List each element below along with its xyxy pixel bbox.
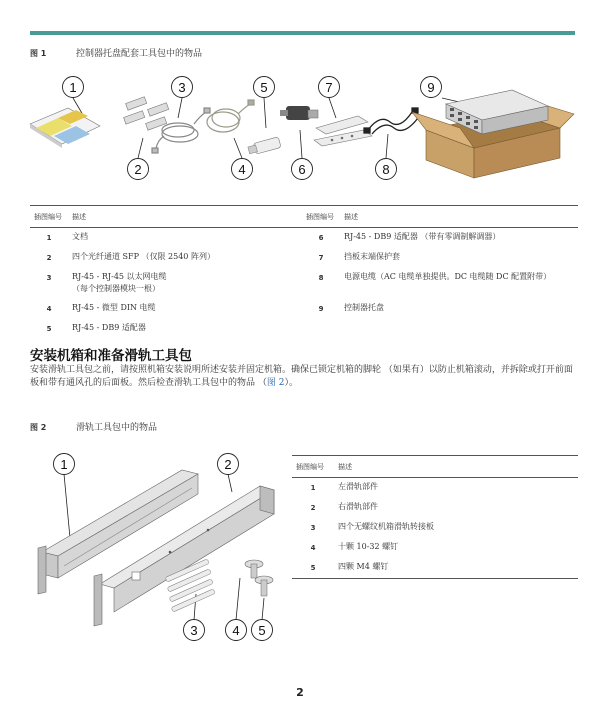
- row-number: 6: [318, 234, 324, 242]
- table-row: [30, 248, 578, 268]
- callout-4: 4: [232, 623, 240, 638]
- callout-6: 6: [298, 162, 306, 177]
- row-number: 9: [318, 305, 324, 313]
- row-number: 2: [46, 254, 52, 262]
- callout-7: 7: [325, 80, 333, 95]
- figure-1-table: [30, 205, 578, 339]
- figure-1-title: 控制器托盘配套工具包中的物品: [76, 49, 203, 59]
- db9-null-modem-adapter-icon: [280, 106, 318, 120]
- bezel-end-caps-icon: [314, 116, 372, 146]
- callout-9: 9: [427, 80, 435, 95]
- row-number: 7: [318, 254, 324, 262]
- col-description-header: 描述: [334, 456, 578, 478]
- table-row: [292, 498, 578, 518]
- row-number: 8: [318, 274, 324, 282]
- table-row: [292, 558, 578, 579]
- power-cords-icon: [364, 108, 418, 134]
- row-number: 1: [46, 234, 52, 242]
- figure-2-illustration: [28, 448, 290, 648]
- figure-1-label: 图 1: [30, 49, 47, 58]
- callout-2: 2: [224, 457, 232, 472]
- callout-5: 5: [260, 80, 268, 95]
- figure-2-table: [292, 455, 578, 579]
- callout-1: 1: [60, 457, 68, 472]
- row-description: 电源电缆（AC 电缆单独提供。DC 电缆随 DC 配置附带）: [344, 272, 552, 281]
- row-number: 3: [46, 274, 52, 282]
- callout-2: 2: [134, 162, 142, 177]
- callout-1: 1: [69, 80, 77, 95]
- documents-icon: [30, 108, 100, 148]
- col-description-header: 描述: [68, 206, 302, 228]
- table-row: [30, 228, 578, 249]
- col-callout-header: 插图编号: [302, 206, 340, 228]
- section-heading: 安装机箱和准备滑轨工具包: [30, 348, 192, 364]
- callout-3: 3: [190, 623, 198, 638]
- controller-tray-box-icon: [412, 90, 574, 178]
- table-row: [292, 538, 578, 558]
- col-callout-header: 插图编号: [30, 206, 68, 228]
- micro-din-cable-icon: [207, 100, 254, 132]
- figure-2-link[interactable]: 图 2: [266, 378, 285, 388]
- callout-8: 8: [382, 162, 390, 177]
- header-rule: [30, 31, 575, 35]
- row-description: [340, 319, 578, 339]
- db9-adapter-icon: [248, 137, 281, 154]
- row-description: 左滑轨部件: [338, 482, 378, 491]
- callout-5: 5: [258, 623, 266, 638]
- figure-2-label: 图 2: [30, 423, 47, 432]
- figure-2-title: 滑轨工具包中的物品: [76, 423, 158, 433]
- ethernet-cable-icon: [152, 108, 210, 153]
- row-number: 5: [310, 564, 316, 572]
- callout-4: 4: [238, 162, 246, 177]
- body-text: 安装滑轨工具包之前，请按照机箱安装说明所述安装并固定机箱。确保已锁定机箱的脚轮 （如果有）以防止机箱滚动，并拆除或打开前面板和带有通风孔的后面板。然后检查滑轨工具包中的物品 （: [30, 365, 573, 388]
- row-number: 2: [310, 504, 316, 512]
- row-description: 四个光纤通道 SFP （仅限 2540 阵列）: [72, 252, 215, 261]
- table-row: [292, 478, 578, 499]
- screws-m4-icon: [255, 576, 273, 596]
- section-body: [30, 364, 578, 390]
- sfp-modules-icon: [124, 97, 169, 130]
- row-number: 1: [310, 484, 316, 492]
- row-description: 十颗 10-32 螺钉: [338, 542, 399, 551]
- row-description: 右滑轨部件: [338, 502, 378, 511]
- body-text-end: ）。: [284, 378, 298, 388]
- row-number: 4: [46, 305, 52, 313]
- table-row: [30, 319, 578, 339]
- row-description: 挡板末端保护套: [344, 252, 400, 261]
- row-description: RJ-45 - RJ-45 以太网电缆 （每个控制器模块一根）: [72, 272, 167, 293]
- table-row: [30, 299, 578, 319]
- row-description: RJ-45 - DB9 适配器: [72, 323, 146, 332]
- row-description: 控制器托盘: [344, 303, 384, 312]
- page-number: 2: [296, 686, 304, 699]
- table-row: [30, 268, 578, 299]
- row-description: 文档: [72, 232, 88, 241]
- figure-1-illustration: [28, 70, 578, 190]
- screws-10-32-icon: [245, 560, 263, 578]
- row-number: [302, 319, 340, 339]
- row-number: 5: [46, 325, 52, 333]
- callout-3: 3: [178, 80, 186, 95]
- col-callout-header: 插图编号: [292, 456, 334, 478]
- row-number: 4: [310, 544, 316, 552]
- row-description: RJ-45 - DB9 适配器 （带有零调制解调器）: [344, 232, 501, 241]
- table-row: [292, 518, 578, 538]
- row-description: 四个无螺纹机箱滑轨转接板: [338, 522, 434, 531]
- row-description: RJ-45 - 微型 DIN 电缆: [72, 303, 156, 312]
- col-description-header: 描述: [340, 206, 578, 228]
- row-number: 3: [310, 524, 316, 532]
- row-description: 四颗 M4 螺钉: [338, 562, 389, 571]
